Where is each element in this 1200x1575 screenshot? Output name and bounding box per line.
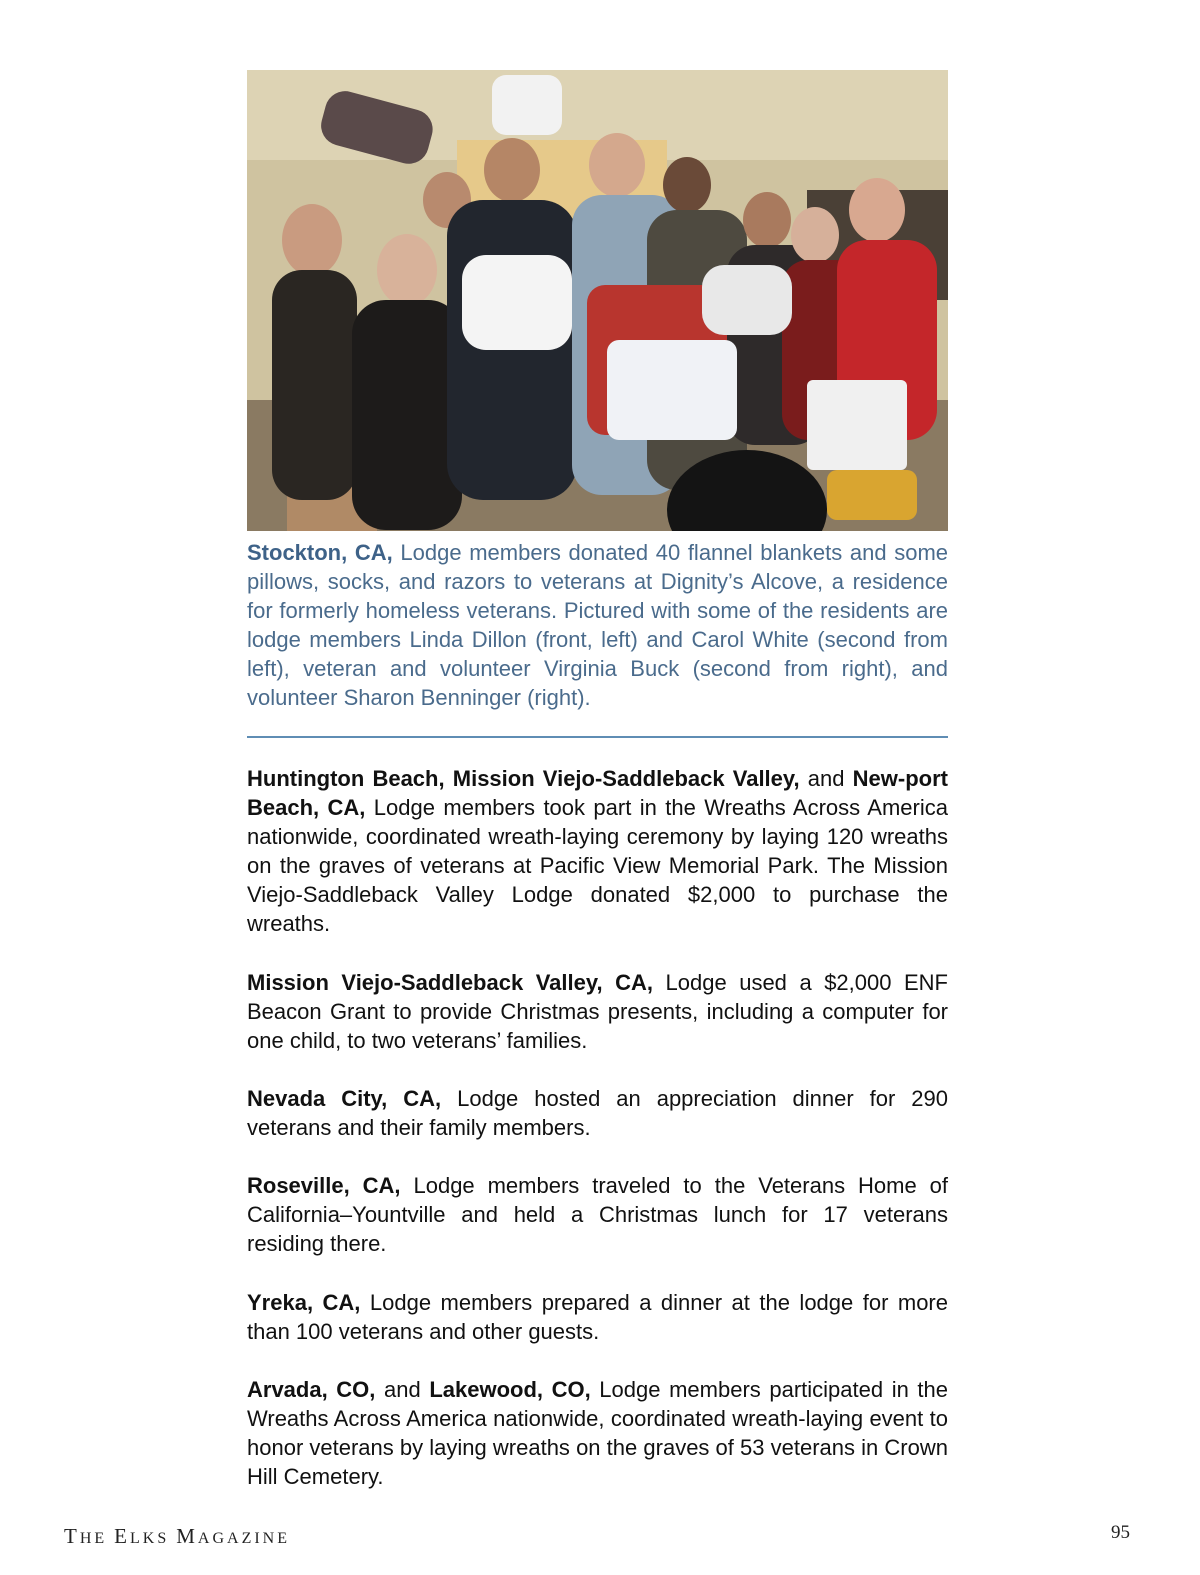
caption-place: Stockton, CA, bbox=[247, 540, 393, 565]
entry-text: Lodge used a $2,000 ENF Beacon Grant to provide Christmas presents, including a computer for one child, to two veterans’ families. bbox=[247, 970, 948, 1053]
entry-place: Huntington Beach, Mission Viejo-Saddleback Valley, bbox=[247, 766, 800, 791]
caption-text: Lodge members donated 40 flannel blankets and some pillows, socks, and razors to veterans at Dignity’s Alcove, a residence for formerly homeless veterans. Pictured with some of the residents are lodge members Linda Dillon (front, left) and Carol White (second from left), veteran and volunteer Virginia Buck (second from right), and volunteer Sharon Benninger (right). bbox=[247, 540, 949, 710]
footer-letters: HE bbox=[79, 1530, 115, 1547]
entry-roseville bbox=[247, 1171, 948, 1258]
page-number: 95 bbox=[1111, 1522, 1130, 1543]
entry-text: Lodge members participated in the Wreaths Across America nationwide, coordinated wreath-laying event to honor veterans by laying wreaths on the graves of 53 veterans in Crown Hill Cemetery. bbox=[247, 1377, 948, 1489]
photo-illustration bbox=[247, 70, 948, 531]
entry-mission-viejo bbox=[247, 968, 948, 1055]
entry-nevada-city bbox=[247, 1084, 948, 1142]
magazine-name bbox=[64, 1524, 290, 1549]
entry-text: Lodge members prepared a dinner at the lodge for more than 100 veterans and other guests. bbox=[247, 1290, 948, 1344]
entry-place: Nevada City, CA, bbox=[247, 1086, 442, 1111]
entry-place: Lakewood, CO, bbox=[429, 1377, 591, 1402]
entry-place: Yreka, CA, bbox=[247, 1290, 361, 1315]
photo-caption bbox=[247, 538, 948, 712]
footer-letters: LKS bbox=[129, 1530, 177, 1547]
footer-letter: T bbox=[64, 1524, 80, 1548]
entry-place: Mission Viejo-Saddleback Valley, CA, bbox=[247, 970, 653, 995]
entry-huntington-beach bbox=[247, 764, 948, 938]
entry-place: New-port Beach, CA, bbox=[247, 766, 948, 820]
entry-place: Roseville, CA, bbox=[247, 1173, 401, 1198]
entry-yreka bbox=[247, 1288, 948, 1346]
entry-text: Lodge members traveled to the Veterans Home of California–Yountville and held a Christmas lunch for 17 veterans residing there. bbox=[247, 1173, 948, 1256]
entry-place: Arvada, CO, bbox=[247, 1377, 376, 1402]
group-photo bbox=[247, 70, 948, 531]
entry-arvada-lakewood bbox=[247, 1375, 948, 1491]
entry-conjunction: and bbox=[375, 1377, 430, 1402]
footer-letter: M bbox=[176, 1524, 198, 1548]
footer-letters: AGAZINE bbox=[197, 1530, 290, 1547]
entry-text: Lodge members took part in the Wreaths Across America nationwide, coordinated wreath-laying ceremony by laying 120 wreaths on the graves of veterans at Pacific View Memorial Park. The Mission Viejo-Saddleback Valley Lodge donated $2,000 to purchase the wreaths. bbox=[247, 795, 948, 936]
entry-conjunction: and bbox=[799, 766, 853, 791]
section-divider bbox=[247, 736, 948, 738]
footer-letter: E bbox=[114, 1524, 130, 1548]
entry-text: Lodge hosted an appreciation dinner for 290 veterans and their family members. bbox=[247, 1086, 949, 1140]
